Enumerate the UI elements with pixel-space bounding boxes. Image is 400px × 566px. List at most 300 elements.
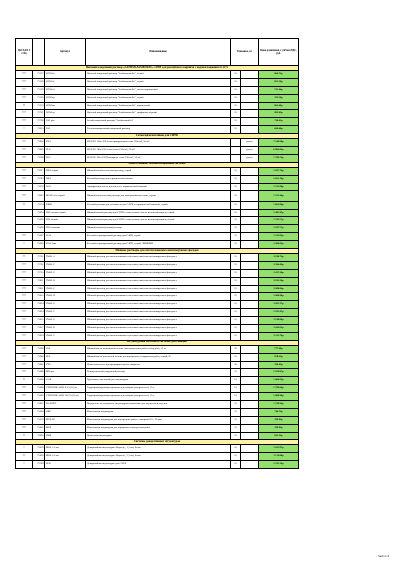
product-name: Цветной кладочный раствор "Lasikaasunteliii", серый <box>86 78 231 86</box>
rating-stars: *** <box>16 361 33 369</box>
package-weight <box>231 147 241 155</box>
price-cell: 1 798.00р <box>259 385 299 393</box>
unit-cell <box>241 201 259 209</box>
product-name: Гидрофобизирующая пропитка для защиты поверхностей, 10 л <box>86 385 231 393</box>
header-name: Наименование <box>86 39 231 66</box>
article-cell: SEO <box>45 461 86 469</box>
package-weight: 25 <box>231 201 241 209</box>
product-name: Шпаклёвка на цементной основе для внутренних и наружных работ, серый, 25 <box>86 353 231 361</box>
unit-cell <box>241 424 259 432</box>
article-cell: FM-R. E <box>45 269 86 277</box>
article-cell: FM-R. G <box>45 317 86 325</box>
product-code: 72604 <box>33 408 45 416</box>
product-name: Клеевой раствор для утеплителя для СФТК с керамической плиткой, серый <box>86 201 231 209</box>
rating-stars: *** <box>16 301 33 309</box>
unit-cell <box>241 325 259 333</box>
price-cell: 1 974.87р <box>259 369 299 377</box>
product-code: 72614 <box>33 209 45 217</box>
product-code: 72811 <box>33 277 45 285</box>
product-name: Декоративная штукатурка для СФТК <box>86 461 231 469</box>
table-row <box>16 201 299 209</box>
article-cell: MRS 1.5 мм <box>45 445 86 453</box>
product-code: 72667 <box>33 233 45 241</box>
article-cell: LHM бг <box>45 78 86 86</box>
package-weight: 25 <box>231 416 241 424</box>
package-weight: 25 <box>231 110 241 118</box>
article-cell: LHM сб <box>45 86 86 94</box>
package-weight <box>231 154 241 162</box>
section-title: Штукатурные системы и системы для санации <box>16 340 299 345</box>
package-weight: 25 <box>231 277 241 285</box>
rating-stars <box>16 217 33 225</box>
unit-cell: рулон <box>241 154 259 162</box>
package-weight: 25 <box>231 167 241 175</box>
table-row <box>16 285 299 293</box>
price-cell: 6 983.82р <box>259 147 299 155</box>
product-name: Клеевой и армирующий раствор для СФТК, серый, ЗИМНИЙ <box>86 241 231 249</box>
product-code: 72667 <box>33 191 45 201</box>
table-row <box>16 241 299 249</box>
product-code: 72814 <box>33 301 45 309</box>
product-code: 72615 <box>33 126 45 134</box>
product-code: 72917 <box>33 167 45 175</box>
section-title: Многослойные теплоизоляционные системы <box>16 162 299 167</box>
header-code <box>33 39 45 66</box>
rating-stars: *** <box>16 167 33 175</box>
package-weight: 25 <box>231 71 241 79</box>
package-weight: 25 <box>231 401 241 409</box>
article-cell: MS-R3 ч/п серый <box>45 191 86 201</box>
product-name: Шовный раствор для использования в системах навесных вентилируемых фасадов с <box>86 285 231 293</box>
unit-cell <box>241 408 259 416</box>
rating-stars: *** <box>16 154 33 162</box>
product-name: Белый кладочный раствор "Lasikaasunteliii" <box>86 118 231 126</box>
unit-cell <box>241 416 259 424</box>
product-name: Внутреннее безусадочное штукатурная шпаклёвка для внутренней отделки <box>86 401 231 409</box>
product-code: 72814 <box>33 309 45 317</box>
rating-stars: *** <box>16 277 33 285</box>
package-weight: 25 <box>231 254 241 262</box>
price-cell: 3 394.43р <box>259 261 299 269</box>
article-cell: RAS <box>45 183 86 191</box>
header-stars: ЦО EAN 5 стбц <box>16 39 33 66</box>
unit-cell <box>241 285 259 293</box>
package-weight: 25 <box>231 445 241 453</box>
product-name: Цементная штукатурка <box>86 432 231 440</box>
unit-cell <box>241 377 259 385</box>
table-row <box>16 385 299 393</box>
price-cell: 1 653.18р <box>259 175 299 183</box>
article-cell: MRS 2.5 мм <box>45 453 86 461</box>
product-name: Универсальный кладочный раствор <box>86 369 231 377</box>
rating-stars: *** <box>16 233 33 241</box>
table-row <box>16 453 299 461</box>
product-code: 72438 <box>33 225 45 233</box>
table-row <box>16 217 299 225</box>
table-row <box>16 71 299 79</box>
unit-cell: рулон <box>241 147 259 155</box>
price-cell: 1 187.87р <box>259 445 299 453</box>
table-row <box>16 78 299 86</box>
table-row <box>16 301 299 309</box>
price-cell: 7 789.72р <box>259 154 299 162</box>
package-weight: 25 <box>231 325 241 333</box>
table-row <box>16 445 299 453</box>
price-cell: 3 088.98р <box>259 293 299 301</box>
rating-stars: ** <box>16 377 33 385</box>
table-row <box>16 86 299 94</box>
price-cell: 1 321.83р <box>259 233 299 241</box>
table-row <box>16 401 299 409</box>
article-cell: LM <box>45 126 86 134</box>
product-code: 72158 <box>33 78 45 86</box>
article-cell: FM-R. E <box>45 301 86 309</box>
product-name: Известковая штукатурка для наружных и внутренних работ <box>86 424 231 432</box>
table-header-row <box>16 39 299 66</box>
package-weight: 10 <box>231 377 241 385</box>
rating-stars: *** <box>16 175 33 183</box>
product-code: 72815 <box>33 317 45 325</box>
product-name: Шпаклёвочный раствор для СФТК с нанесением слоя из пенополистирола, белый <box>86 217 231 225</box>
product-code: 72619 <box>33 445 45 453</box>
section-title: Системы декоративных штукатурок <box>16 440 299 445</box>
unit-cell <box>241 361 259 369</box>
price-cell: 3 211.74р <box>259 332 299 340</box>
article-cell: FM-R. F <box>45 261 86 269</box>
table-row <box>16 126 299 134</box>
package-weight: 25 <box>231 102 241 110</box>
product-code: 72159 <box>33 86 45 94</box>
article-cell: PGF <box>45 154 86 162</box>
table-row <box>16 461 299 469</box>
product-code: 72133 <box>33 102 45 110</box>
product-name: Цветной кладочный раствор "Lasikaasunteliii", графитово-чёрный <box>86 110 231 118</box>
product-code: 72811 <box>33 285 45 293</box>
section-title: Цветной кладочный раствор «LAHTI/KASSMOKEL» LHM для российского кирпича с водопоглощением 6-12% <box>16 66 299 71</box>
table-row <box>16 309 299 317</box>
product-name: Шпаклёвка на полимерной основе для внутренних работ (сбор/доп), 25 кг <box>86 345 231 353</box>
rating-stars: *** <box>16 345 33 353</box>
article-cell: LM_pbs <box>45 118 86 126</box>
article-cell: FM-R. P <box>45 332 86 340</box>
unit-cell <box>241 317 259 325</box>
price-cell: 3 098.84р <box>259 285 299 293</box>
package-weight: 25 <box>231 183 241 191</box>
rating-stars: * <box>16 461 33 469</box>
product-code: 72721 <box>33 110 45 118</box>
price-cell: 3 437.38р <box>259 269 299 277</box>
product-name: RU-LW1 160г/100 белая армирующая сетка 165г/м2, 50 м2 <box>86 139 231 147</box>
package-weight: 25 <box>231 453 241 461</box>
price-cell: 861.09р <box>259 102 299 110</box>
price-cell: 3 205.37р <box>259 301 299 309</box>
article-cell: FM-R. H <box>45 325 86 333</box>
unit-cell <box>241 385 259 393</box>
product-code: 72598 <box>33 154 45 162</box>
price-cell: 706.43р <box>259 361 299 369</box>
rating-stars: *** <box>16 309 33 317</box>
package-weight: 25 <box>231 293 241 301</box>
product-code: 72678 <box>33 183 45 191</box>
table-row <box>16 139 299 147</box>
package-weight: 25 <box>231 301 241 309</box>
unit-cell <box>241 332 259 340</box>
product-code: 72817 <box>33 325 45 333</box>
package-weight: 25 <box>231 432 241 440</box>
article-cell: PSS <box>45 345 86 353</box>
table-row <box>16 167 299 175</box>
article-cell: ZPL <box>45 353 86 361</box>
table-row <box>16 369 299 377</box>
table-row <box>16 254 299 262</box>
package-weight: 25 <box>231 217 241 225</box>
table-body <box>16 66 299 469</box>
rating-stars <box>16 225 33 233</box>
product-name: Теплоизоляционный кладочный раствор <box>86 126 231 134</box>
product-code: 72574 <box>33 201 45 209</box>
product-code: 72619 <box>33 416 45 424</box>
price-cell: 686.48р <box>259 126 299 134</box>
rating-stars: *** <box>16 147 33 155</box>
article-cell: RKS серый <box>45 167 86 175</box>
unit-cell <box>241 126 259 134</box>
unit-cell <box>241 217 259 225</box>
product-name: Грунтовка с щелочной pro штукатурки <box>86 377 231 385</box>
product-code: 72688 <box>33 377 45 385</box>
unit-cell <box>241 269 259 277</box>
package-weight: 25 <box>231 94 241 102</box>
rating-stars: * <box>16 126 33 134</box>
price-cell: 1 888.88р <box>259 393 299 401</box>
article-cell: FM-R. C <box>45 285 86 293</box>
product-name: Цементная смесь для предварительного набрызга <box>86 361 231 369</box>
rating-stars: *** <box>16 408 33 416</box>
article-cell: RSS базовый <box>45 225 86 233</box>
table-row <box>16 277 299 285</box>
article-cell: BA-BIXY <box>45 401 86 409</box>
price-cell: 893.82р <box>259 110 299 118</box>
price-cell: 3 218.89р <box>259 317 299 325</box>
rating-stars: *** <box>16 191 33 201</box>
table-row <box>16 110 299 118</box>
unit-cell <box>241 445 259 453</box>
price-cell: 1 235.33р <box>259 461 299 469</box>
product-code: 72710 <box>33 269 45 277</box>
header-article: Артикул <box>45 39 86 66</box>
product-code: 72665 <box>33 241 45 249</box>
article-cell: FM-R. A <box>45 254 86 262</box>
article-cell: VISTEROL SOW 30(70) (10 ai) <box>45 393 86 401</box>
table-row <box>16 424 299 432</box>
price-cell: 3 335.47р <box>259 309 299 317</box>
product-name: Известковая штукатурка <box>86 408 231 416</box>
product-code: 72813 <box>33 293 45 301</box>
price-cell: 1 728.24р <box>259 401 299 409</box>
product-name: Армирующая смесь для систем с керамической плиткой <box>86 183 231 191</box>
package-weight: 25 <box>231 369 241 377</box>
article-cell: MEP <box>45 424 86 432</box>
unit-cell <box>241 191 259 201</box>
rating-stars: *** <box>16 332 33 340</box>
rating-stars: *** <box>16 183 33 191</box>
price-cell: 1 603.84р <box>259 201 299 209</box>
product-code: 72641 <box>33 424 45 432</box>
price-cell: 731.46р <box>259 86 299 94</box>
table-row <box>16 269 299 277</box>
product-code: 72420 <box>33 453 45 461</box>
price-cell: 1 176.88р <box>259 453 299 461</box>
product-name: RU-PGF 165г/100 Панцирная сетка 330г/м2, 25 м2 <box>86 154 231 162</box>
price-cell: 1 495.47р <box>259 209 299 217</box>
product-code: 72120 <box>33 94 45 102</box>
rating-stars: *** <box>16 118 33 126</box>
rating-stars: *** <box>16 293 33 301</box>
unit-cell <box>241 78 259 86</box>
product-name: Декоративная штукатурка «Короед», 1,5 мм, белая <box>86 445 231 453</box>
table-row <box>16 118 299 126</box>
product-name: Шовный раствор для использования в системах навесных вентилируемых фасадов с <box>86 332 231 340</box>
package-weight: 25 <box>231 408 241 416</box>
unit-cell <box>241 345 259 353</box>
package-weight: 25 <box>231 126 241 134</box>
table-row <box>16 416 299 424</box>
product-code: 72583 <box>33 175 45 183</box>
price-cell: 1 937.57р <box>259 225 299 233</box>
product-name: Шовный раствор для использования в системах навесных вентилируемых фасадов с <box>86 293 231 301</box>
rating-stars: * <box>16 445 33 453</box>
product-code: 72701 <box>33 254 45 262</box>
product-name: Шовный раствор для использования в системах навесных вентилируемых фасадов с <box>86 261 231 269</box>
package-weight: 25 <box>231 461 241 469</box>
product-name: Цветной кладочный раствор "Lasikaasunteliii", серый <box>86 94 231 102</box>
unit-cell <box>241 241 259 249</box>
rating-stars <box>16 209 33 217</box>
table-row <box>16 175 299 183</box>
package-weight <box>231 139 241 147</box>
rating-stars: *** <box>16 86 33 94</box>
product-code: 72819 <box>33 332 45 340</box>
product-code: 72485 <box>33 147 45 155</box>
product-code: 72682 <box>33 361 45 369</box>
product-name: Клеевой и армирующий раствор для СФТК серый <box>86 233 231 241</box>
unit-cell <box>241 432 259 440</box>
section-title: Шовные растворы для систем навесных вентилируемых фасадов <box>16 249 299 254</box>
unit-cell <box>241 175 259 183</box>
article-cell: LHM ер <box>45 110 86 118</box>
price-cell: 3 232.39р <box>259 277 299 285</box>
article-cell: LHM бм <box>45 102 86 110</box>
price-cell: 1 837.76р <box>259 167 299 175</box>
price-cell: 744.52р <box>259 408 299 416</box>
price-cell: 789.82р <box>259 416 299 424</box>
article-cell: KAS <box>45 233 86 241</box>
rating-stars: *** <box>16 385 33 393</box>
unit-cell <box>241 94 259 102</box>
unit-cell <box>241 353 259 361</box>
price-cell: 625.11р <box>259 432 299 440</box>
package-weight: 25 <box>231 78 241 86</box>
unit-cell <box>241 453 259 461</box>
table-row <box>16 317 299 325</box>
article-cell: ZMP <box>45 432 86 440</box>
table-row <box>16 432 299 440</box>
unit-cell: рулон <box>241 139 259 147</box>
unit-cell <box>241 183 259 191</box>
price-cell: 738.41р <box>259 118 299 126</box>
package-weight: 25 <box>231 241 241 249</box>
article-cell: VISTEROL SOW SAA (10) ai <box>45 385 86 393</box>
product-code: 72668 <box>33 353 45 361</box>
rating-stars: *** <box>16 325 33 333</box>
rating-stars: *** <box>16 416 33 424</box>
article-cell: LW1 <box>45 139 86 147</box>
table-row <box>16 408 299 416</box>
package-weight: 25 <box>231 332 241 340</box>
article-cell: FM-R. F <box>45 309 86 317</box>
article-cell: PLG <box>45 147 86 155</box>
package-weight: 25 <box>231 285 241 293</box>
rating-stars: *** <box>16 261 33 269</box>
package-weight: 25 <box>231 209 241 217</box>
product-code: 72699 <box>33 345 45 353</box>
rating-stars: * <box>16 241 33 249</box>
header-pack: Упаковка, кг. <box>231 39 259 66</box>
package-weight: 25 <box>231 261 241 269</box>
product-name: Шовный раствор для использования в системах навесных вентилируемых фасадов с <box>86 277 231 285</box>
product-name: Декоративная штукатурка «Короед», 2,5 мм, белая <box>86 453 231 461</box>
price-cell: 1 701.46р <box>259 191 299 201</box>
rating-stars: *** <box>16 78 33 86</box>
package-weight: 30 <box>231 361 241 369</box>
table-row <box>16 225 299 233</box>
unit-cell <box>241 225 259 233</box>
rating-stars: *** <box>16 317 33 325</box>
table-row <box>16 102 299 110</box>
product-code: 72695 <box>33 432 45 440</box>
package-weight: 25 <box>231 317 241 325</box>
product-name: Шпаклёвочный и клеевой раствор, серый <box>86 167 231 175</box>
article-cell: FM-R. B <box>45 277 86 285</box>
unit-cell <box>241 71 259 79</box>
product-name: Клеевой раствор для керамической плитки <box>86 175 231 183</box>
rating-stars: *** <box>16 269 33 277</box>
table-row <box>16 209 299 217</box>
article-cell: ZYP <box>45 361 86 369</box>
product-name: Цветной кладочный раствор "Lasikaasunteliii", белый <box>86 71 231 79</box>
unit-cell <box>241 102 259 110</box>
table-row <box>16 183 299 191</box>
table-row <box>16 393 299 401</box>
table-row <box>16 154 299 162</box>
table-row <box>16 345 299 353</box>
rating-stars: *** <box>16 424 33 432</box>
rating-stars: *** <box>16 94 33 102</box>
price-cell: 7 148.98р <box>259 139 299 147</box>
rating-stars: *** <box>16 393 33 401</box>
article-cell: MH-pro <box>45 369 86 377</box>
rating-stars: ** <box>16 432 33 440</box>
rating-stars: *** <box>16 71 33 79</box>
article-cell: KAS 3мм <box>45 241 86 249</box>
price-cell: 800.72р <box>259 71 299 79</box>
package-weight: 25 <box>231 269 241 277</box>
price-list-sheet <box>15 38 298 469</box>
unit-cell <box>241 369 259 377</box>
price-cell: 777.69р <box>259 345 299 353</box>
product-code: 72789 <box>33 461 45 469</box>
package-weight: 25 <box>231 424 241 432</box>
unit-cell <box>241 86 259 94</box>
